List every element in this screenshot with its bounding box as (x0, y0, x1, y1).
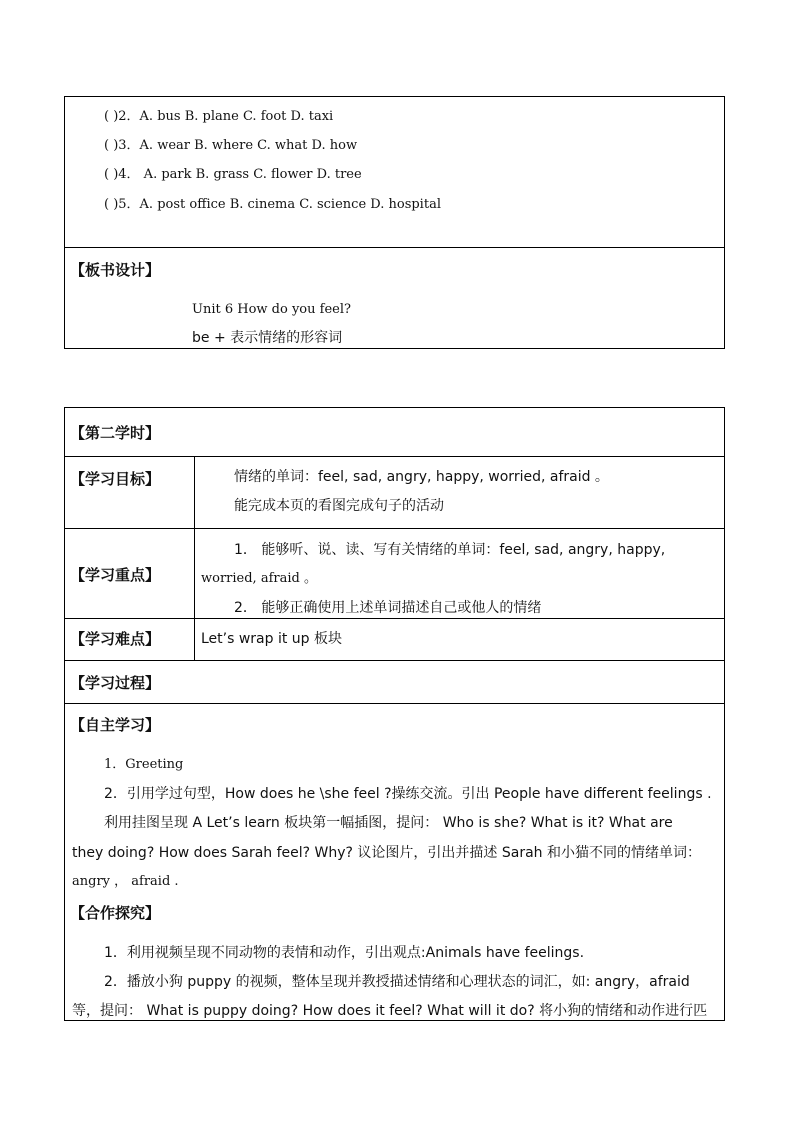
board-line: be + 表示情绪的形容词 (192, 330, 343, 346)
self-study-line: they doing? How does Sarah feel? Why? 议论图片，引出并描述 Sarah 和小猫不同的情绪单词： (72, 845, 702, 861)
question-item: ( )5．A. post office B. cinema C. science D. hospital (104, 197, 441, 212)
session-heading: 【第二学时】 (70, 424, 161, 442)
keypoint-line: worried, afraid 。 (201, 571, 317, 586)
row-divider (64, 618, 725, 619)
keypoints-label: 【学习重点】 (70, 566, 161, 584)
self-study-line: 利用挂图呈现 A Let’s learn 板块第一幅插图，提问： Who is she? What is it? What are (104, 815, 673, 831)
keypoint-line: 2． 能够正确使用上述单词描述自己或他人的情绪 (234, 600, 542, 616)
cooperation-line: 2．播放小狗 puppy 的视频，整体呈现并教授描述情绪和心理状态的词汇，如: angry，afraid (104, 974, 690, 990)
row-divider (64, 1020, 725, 1021)
self-study-line: angry ， afraid . (72, 874, 179, 889)
difficulty-text: Let’s wrap it up 板块 (201, 631, 343, 647)
objective-line: 情绪的单词：feel, sad, angry, happy, worried, afraid 。 (234, 469, 609, 485)
objective-line: 能完成本页的看图完成句子的活动 (234, 498, 444, 514)
self-study-heading: 【自主学习】 (70, 716, 161, 734)
board-design-heading: 【板书设计】 (70, 261, 161, 279)
objectives-label: 【学习目标】 (70, 470, 161, 488)
question-item: ( )4． A. park B. grass C. flower D. tree (104, 167, 362, 182)
row-divider (64, 456, 725, 457)
row-divider (64, 703, 725, 704)
cooperation-line: 等，提问： What is puppy doing? How does it feel? What will it do? 将小狗的情绪和动作进行匹 (72, 1003, 708, 1019)
self-study-line: 1．Greeting (104, 757, 184, 772)
self-study-line: 2．引用学过句型，How does he \she feel ?操练交流。引出 People have different feelings . (104, 786, 712, 802)
question-item: ( )3．A. wear B. where C. what D. how (104, 138, 358, 153)
difficulty-label: 【学习难点】 (70, 630, 161, 648)
row-divider (64, 660, 725, 661)
column-divider (194, 456, 195, 660)
board-line: Unit 6 How do you feel? (192, 302, 351, 317)
row-divider (64, 528, 725, 529)
cooperation-heading: 【合作探究】 (70, 904, 161, 922)
table-divider (64, 247, 725, 248)
question-item: ( )2．A. bus B. plane C. foot D. taxi (104, 109, 334, 124)
process-heading: 【学习过程】 (70, 674, 161, 692)
cooperation-line: 1．利用视频呈现不同动物的表情和动作，引出观点:Animals have feelings. (104, 945, 585, 961)
keypoint-line: 1． 能够听、说、读、写有关情绪的单词：feel, sad, angry, happy, (234, 542, 666, 558)
exercise-board-table (64, 96, 725, 349)
